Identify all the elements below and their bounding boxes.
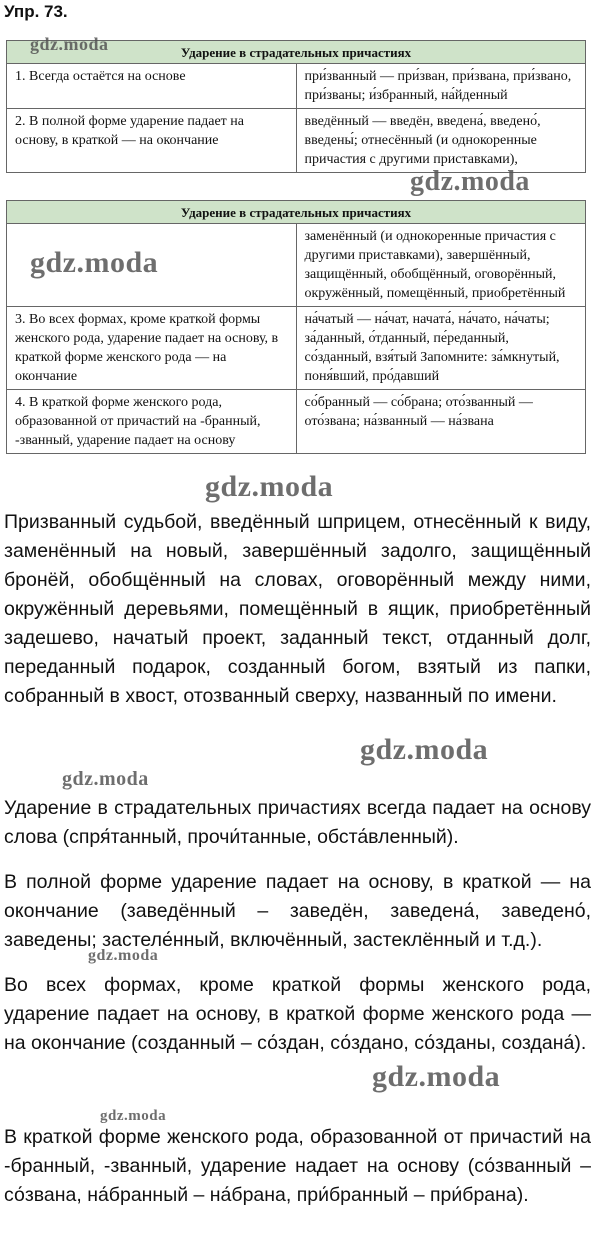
watermark: gdz.moda xyxy=(30,246,159,279)
table-row xyxy=(7,307,586,390)
watermark: gdz.moda xyxy=(360,733,489,766)
example-cell: со́бранный — со́брана; ото́званный — ото́звана; на́званный — на́звана xyxy=(296,390,586,454)
table-header: Ударение в страдательных причастиях xyxy=(7,201,586,224)
table-row xyxy=(7,109,586,173)
watermark: gdz.moda xyxy=(410,166,530,197)
answer-paragraph: Ударение в страдательных причастиях всегда падает на основу слова (спря́танный, прочи́танные, обста́вленный). xyxy=(4,797,591,848)
watermark: gdz.moda xyxy=(30,34,109,54)
rule-cell: 4. В краткой форме женского рода, образованной от причастий на -бранный, -званный, ударение падает на основу xyxy=(7,390,297,454)
watermark: gdz.moda xyxy=(205,470,334,503)
rule-cell: 1. Всегда остаётся на основе xyxy=(7,64,297,109)
example-cell: заменённый (и однокоренные причастия с другими приставками), завершённый, защищённый, обобщённый, оговорённый, окружённый, помещённый, приобретённый xyxy=(296,224,586,307)
rule-cell: 2. В полной форме ударение падает на основу, в краткой — на окончание xyxy=(7,109,297,173)
watermark: gdz.moda xyxy=(62,768,149,790)
watermark: gdz.moda xyxy=(88,947,159,964)
table-row xyxy=(7,64,586,109)
exercise-title: Упр. 73. xyxy=(4,2,68,21)
example-cell: введённый — введён, введена́, введено́, введены́; отнесённый (и однокоренные причастия с другими приставками), xyxy=(296,109,586,173)
answer-paragraph: В полной форме ударение падает на основу, в краткой — на окончание (заведённый – заведён, заведена́, заведено́, заведены; застеле́нный, включённый, застеклённый и т.д.). xyxy=(4,871,591,951)
table-row xyxy=(7,390,586,454)
stress-table-1 xyxy=(6,40,586,173)
table-header: Ударение в страдательных причастиях xyxy=(7,41,586,64)
watermark: gdz.moda xyxy=(372,1060,501,1093)
example-cell: при́званный — при́зван, при́звана, при́звано, при́званы; и́збранный, на́йденный xyxy=(296,64,586,109)
answer-paragraph: В краткой форме женского рода, образованной от причастий на -бранный, -званный, ударение надает на основу (со́званный – со́звана, на́бранный – на́брана, при́бранный – при́брана). xyxy=(4,1126,591,1206)
watermark: gdz.moda xyxy=(100,1108,167,1124)
stress-table-2 xyxy=(6,200,586,454)
rule-cell: 3. Во всех формах, кроме краткой формы женского рода, ударение падает на основу, в краткой форме женского рода — на окончание xyxy=(7,307,297,390)
example-cell: на́чатый — на́чат, начата́, на́чато, на́чаты; за́данный, о́тданный, пе́реданный, со́зданный, взя́тый Запомните: за́мкнутый, поня́вший, про́давший xyxy=(296,307,586,390)
answer-paragraph: Призванный судьбой, введённый шприцем, отнесённый к виду, заменённый на новый, завершённый задолго, защищённый бронёй, обобщённый на словах, оговорённый между ними, окружённый деревьями, помещённый в ящик, приобретённый задешево, начатый проект, заданный текст, отданный долг, переданный подарок, созданный богом, взятый из папки, собранный в хвост, отозванный сверху, названный по имени. xyxy=(4,511,591,707)
answer-paragraph: Во всех формах, кроме краткой формы женского рода, ударение падает на основу, в краткой форме женского рода — на окончание (созданный – со́здан, со́здано, со́зданы, создана́). xyxy=(4,974,591,1054)
